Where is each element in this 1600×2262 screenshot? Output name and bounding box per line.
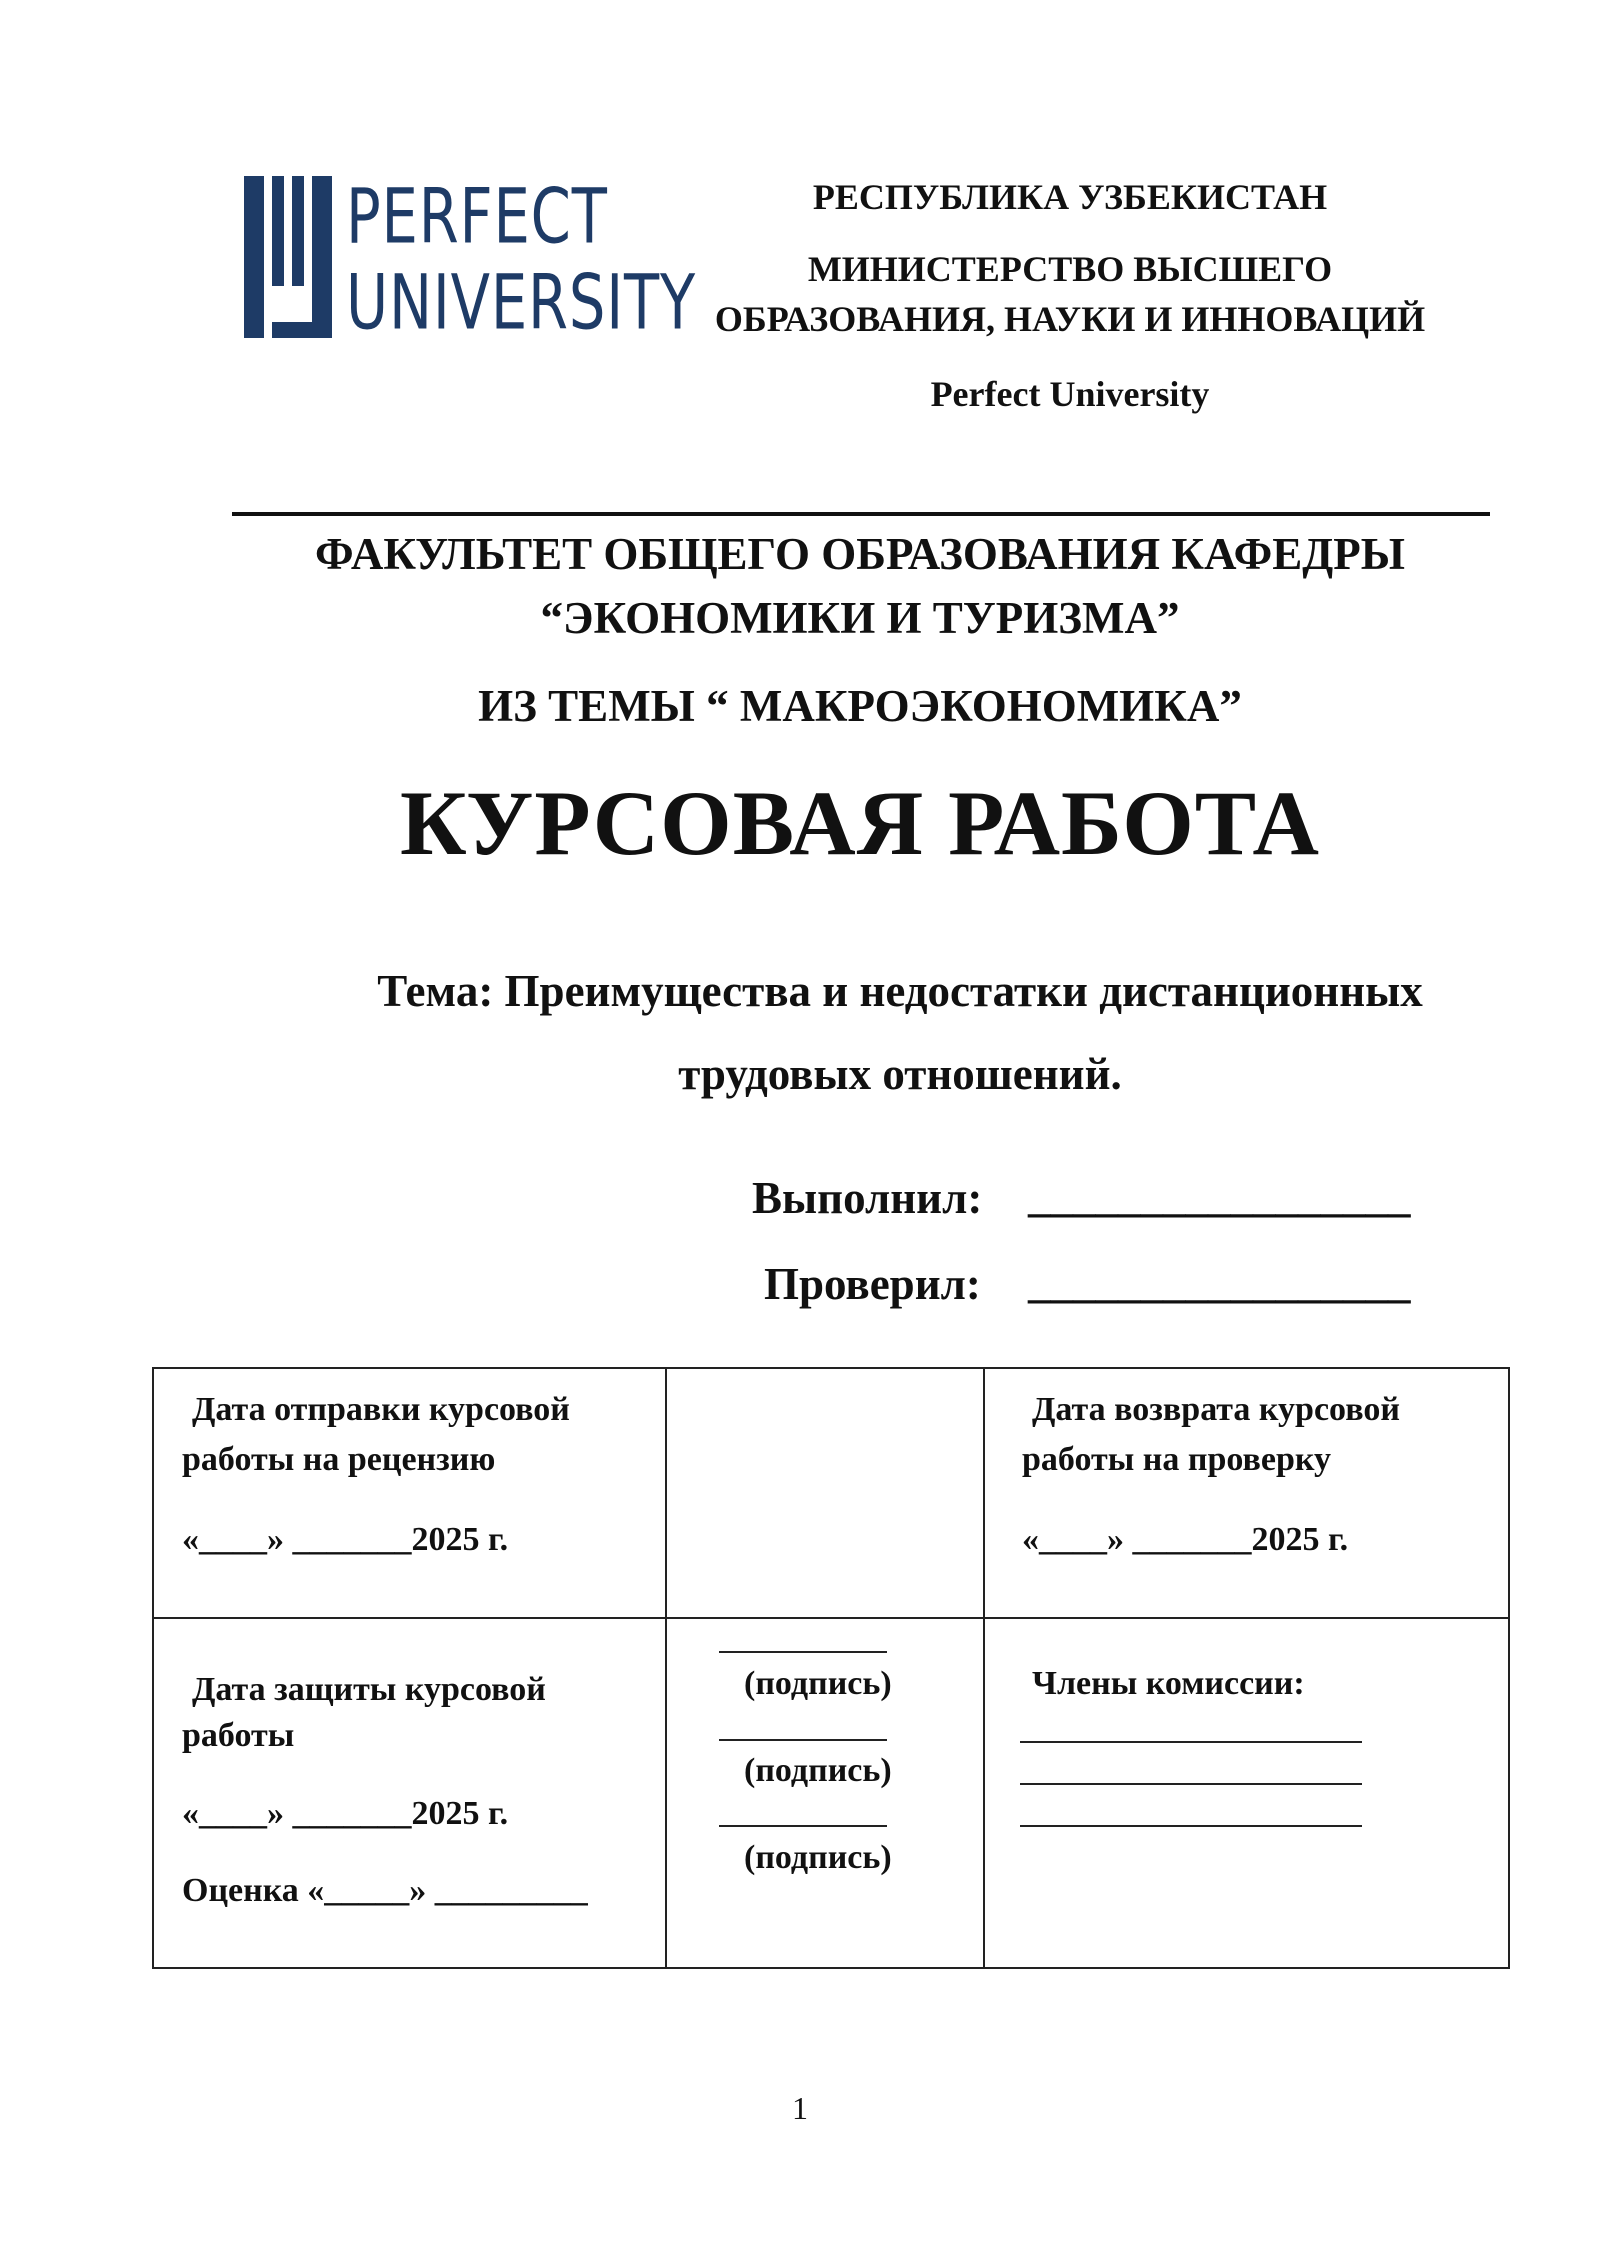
logo-bar-base	[272, 322, 316, 338]
checked-by-blank: _________________	[1028, 1257, 1411, 1307]
commission-line-1	[1020, 1741, 1362, 1743]
logo-bar-3	[292, 176, 304, 286]
faculty-line-2: “ЭКОНОМИКИ И ТУРИЗМА”	[540, 593, 1180, 643]
logo-bar-2	[272, 176, 284, 286]
done-by-label: Выполнил:	[752, 1173, 983, 1223]
header-divider	[232, 512, 1490, 516]
signature-line-3	[719, 1825, 887, 1827]
signature-label-2: (подпись)	[744, 1752, 892, 1789]
returned-date-label-1: Дата возврата курсовой	[1032, 1391, 1400, 1428]
table-hline	[154, 1617, 1508, 1619]
logo-word-perfect: PERFECT	[346, 172, 608, 261]
university-name: Perfect University	[930, 374, 1210, 414]
signature-line-1	[719, 1651, 887, 1653]
defense-date-label-1: Дата защиты курсовой	[192, 1671, 546, 1708]
logo-bar-1	[244, 176, 264, 338]
faculty-line-1: ФАКУЛЬТЕТ ОБЩЕГО ОБРАЗОВАНИЯ КАФЕДРЫ	[315, 529, 1405, 579]
defense-date-value: «____» _______2025 г.	[182, 1795, 509, 1832]
topic-line-1: Тема: Преимущества и недостатки дистанционных	[377, 966, 1423, 1016]
topic-line-2: трудовых отношений.	[678, 1049, 1122, 1099]
commission-line-2	[1020, 1783, 1362, 1785]
returned-date-value: «____» _______2025 г.	[1022, 1521, 1349, 1558]
sent-date-label-1: Дата отправки курсовой	[192, 1391, 570, 1428]
table-vline-2	[983, 1369, 985, 1967]
review-table	[152, 1367, 1510, 1969]
subject-line: ИЗ ТЕМЫ “ МАКРОЭКОНОМИКА”	[478, 681, 1242, 731]
ministry-line-2: ОБРАЗОВАНИЯ, НАУКИ И ИННОВАЦИЙ	[714, 299, 1426, 339]
defense-date-label-2: работы	[182, 1717, 295, 1754]
returned-date-label-2: работы на проверку	[1022, 1441, 1331, 1478]
grade-field: Оценка «_____» _________	[182, 1872, 588, 1909]
sent-date-value: «____» _______2025 г.	[182, 1521, 509, 1558]
table-vline-1	[665, 1369, 667, 1967]
checked-by-label: Проверил:	[764, 1259, 981, 1309]
ministry-line-1: МИНИСТЕРСТВО ВЫСШЕГО	[807, 249, 1333, 289]
page-number: 1	[792, 2090, 808, 2126]
university-logo	[240, 172, 696, 347]
commission-line-3	[1020, 1825, 1362, 1827]
logo-bar-4	[312, 176, 332, 338]
document-title: КУРСОВАЯ РАБОТА	[400, 772, 1320, 874]
country-heading: РЕСПУБЛИКА УЗБЕКИСТАН	[812, 177, 1328, 217]
done-by-blank: _________________	[1028, 1171, 1411, 1221]
signature-label-1: (подпись)	[744, 1665, 892, 1702]
sent-date-label-2: работы на рецензию	[182, 1441, 496, 1478]
logo-word-university: UNIVERSITY	[346, 258, 696, 347]
commission-label: Члены комиссии:	[1032, 1665, 1305, 1702]
signature-label-3: (подпись)	[744, 1839, 892, 1876]
signature-line-2	[719, 1739, 887, 1741]
